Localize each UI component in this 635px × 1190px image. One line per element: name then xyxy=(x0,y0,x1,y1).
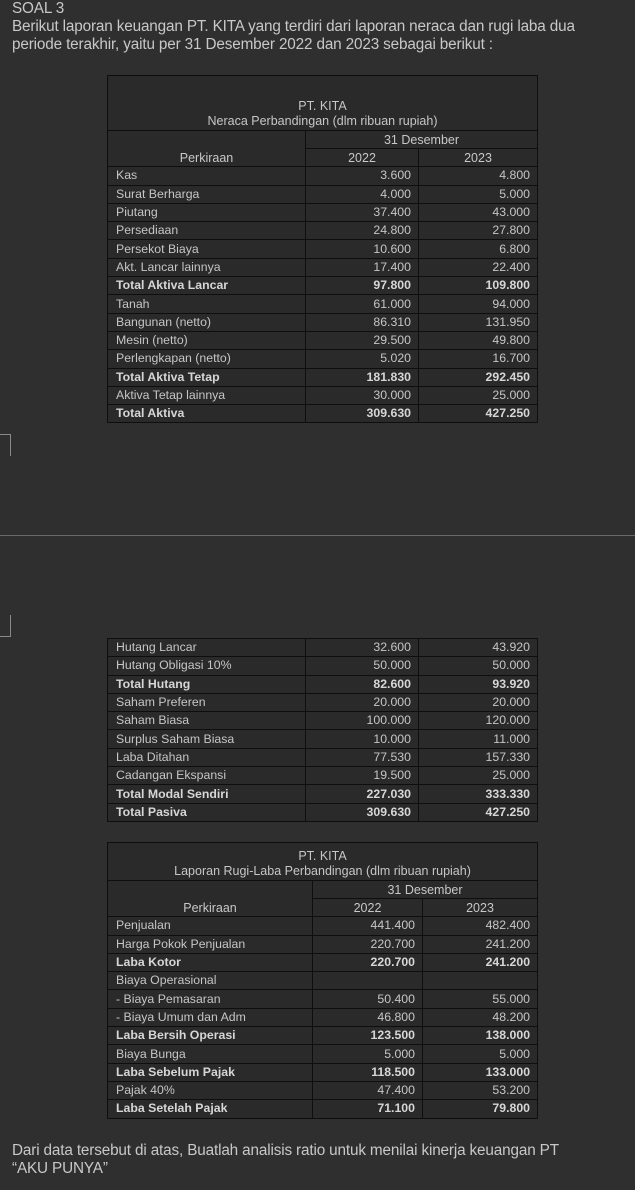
value-2023: 5.000 xyxy=(423,1045,538,1063)
value-2022: 86.310 xyxy=(306,313,419,331)
value-2023: 120.000 xyxy=(419,712,538,730)
total-row xyxy=(108,803,538,821)
value-2022: 20.000 xyxy=(306,693,419,711)
value-2022: 37.400 xyxy=(306,203,419,221)
value-2022: 17.400 xyxy=(306,258,419,276)
total-row xyxy=(108,405,538,423)
table-row xyxy=(108,730,538,748)
value-2023: 79.800 xyxy=(423,1100,538,1118)
table-row xyxy=(108,693,538,711)
value-2022: 309.630 xyxy=(306,803,419,821)
row-label: Saham Biasa xyxy=(108,712,306,730)
intro-line-1: Berikut laporan keuangan PT. KITA yang terdiri dari laporan neraca dan rugi laba dua xyxy=(12,18,575,35)
value-2023: 50.000 xyxy=(419,657,538,675)
table-row xyxy=(108,1081,538,1099)
value-2022: 50.000 xyxy=(306,657,419,675)
value-2022: 309.630 xyxy=(306,405,419,423)
row-label: Laba Sebelum Pajak xyxy=(108,1063,313,1081)
column-header-2022: 2022 xyxy=(313,899,423,917)
page-break-divider xyxy=(0,535,635,536)
row-label: Laba Bersih Operasi xyxy=(108,1027,313,1045)
value-2023: 131.950 xyxy=(419,313,538,331)
row-label: Persekot Biaya xyxy=(108,240,306,258)
row-label: Total Hutang xyxy=(108,675,306,693)
row-label: Kas xyxy=(108,167,306,185)
question-intro xyxy=(12,0,635,54)
value-2022: 82.600 xyxy=(306,675,419,693)
value-2023: 6.800 xyxy=(419,240,538,258)
total-row xyxy=(108,368,538,386)
value-2022: 47.400 xyxy=(313,1081,423,1099)
column-header-perkiraan: Perkiraan xyxy=(108,881,313,917)
total-row xyxy=(108,1063,538,1081)
row-label: Surplus Saham Biasa xyxy=(108,730,306,748)
row-label: Harga Pokok Penjualan xyxy=(108,935,313,953)
value-2022: 5.000 xyxy=(313,1045,423,1063)
value-2023: 93.920 xyxy=(419,675,538,693)
column-header-2022: 2022 xyxy=(306,149,419,167)
table-row xyxy=(108,1008,538,1026)
row-label: - Biaya Umum dan Adm xyxy=(108,1008,313,1026)
value-2022: 97.800 xyxy=(306,277,419,295)
row-label: Saham Preferen xyxy=(108,693,306,711)
table-row xyxy=(108,386,538,404)
row-label: - Biaya Pemasaran xyxy=(108,990,313,1008)
row-label: Biaya Operasional xyxy=(108,972,313,990)
table-row xyxy=(108,222,538,240)
row-label: Persediaan xyxy=(108,222,306,240)
page-crop-mark-bottom xyxy=(0,615,11,637)
value-2023: 292.450 xyxy=(419,368,538,386)
value-2022: 30.000 xyxy=(306,386,419,404)
page-crop-mark-top xyxy=(0,434,11,456)
value-2023: 427.250 xyxy=(419,803,538,821)
column-header-2023: 2023 xyxy=(419,149,538,167)
value-2023: 43.000 xyxy=(419,203,538,221)
row-label: Penjualan xyxy=(108,917,313,935)
value-2022: 29.500 xyxy=(306,331,419,349)
question-instruction xyxy=(12,1142,559,1178)
row-label: Piutang xyxy=(108,203,306,221)
value-2022: 10.000 xyxy=(306,730,419,748)
value-2023: 25.000 xyxy=(419,767,538,785)
table-row xyxy=(108,767,538,785)
table-row xyxy=(108,185,538,203)
instruction-line-2: “AKU PUNYA” xyxy=(12,1160,108,1177)
row-label: Laba Setelah Pajak xyxy=(108,1100,313,1118)
value-2022: 3.600 xyxy=(306,167,419,185)
value-2023: 48.200 xyxy=(423,1008,538,1026)
value-2023: 43.920 xyxy=(419,639,538,657)
table-row xyxy=(108,350,538,368)
value-2023: 109.800 xyxy=(419,277,538,295)
value-2023: 20.000 xyxy=(419,693,538,711)
column-header-period: 31 Desember xyxy=(313,881,538,899)
total-row xyxy=(108,277,538,295)
value-2023: 482.400 xyxy=(423,917,538,935)
row-label: Aktiva Tetap lainnya xyxy=(108,386,306,404)
value-2022: 118.500 xyxy=(313,1063,423,1081)
value-2022: 5.020 xyxy=(306,350,419,368)
row-label: Total Aktiva Tetap xyxy=(108,368,306,386)
value-2022: 123.500 xyxy=(313,1027,423,1045)
table-row xyxy=(108,657,538,675)
row-label: Pajak 40% xyxy=(108,1081,313,1099)
row-label: Perlengkapan (netto) xyxy=(108,350,306,368)
table-row xyxy=(108,295,538,313)
table-row xyxy=(108,990,538,1008)
value-2022: 220.700 xyxy=(313,935,423,953)
value-2023: 55.000 xyxy=(423,990,538,1008)
total-row xyxy=(108,953,538,971)
table-row xyxy=(108,1045,538,1063)
column-header-perkiraan: Perkiraan xyxy=(108,131,306,167)
value-2023: 4.800 xyxy=(419,167,538,185)
value-2022 xyxy=(313,972,423,990)
row-label: Hutang Lancar xyxy=(108,639,306,657)
row-label: Total Pasiva xyxy=(108,803,306,821)
row-label: Hutang Obligasi 10% xyxy=(108,657,306,675)
row-label: Cadangan Ekspansi xyxy=(108,767,306,785)
row-label: Biaya Bunga xyxy=(108,1045,313,1063)
table-row xyxy=(108,167,538,185)
table-row xyxy=(108,935,538,953)
row-label: Mesin (netto) xyxy=(108,331,306,349)
value-2023: 11.000 xyxy=(419,730,538,748)
value-2023: 133.000 xyxy=(423,1063,538,1081)
value-2022: 61.000 xyxy=(306,295,419,313)
instruction-line-1: Dari data tersebut di atas, Buatlah analisis ratio untuk menilai kinerja keuangan PT xyxy=(12,1142,559,1159)
value-2022: 46.800 xyxy=(313,1008,423,1026)
value-2023: 94.000 xyxy=(419,295,538,313)
row-label: Surat Berharga xyxy=(108,185,306,203)
value-2022: 50.400 xyxy=(313,990,423,1008)
row-label: Total Aktiva Lancar xyxy=(108,277,306,295)
table-row xyxy=(108,203,538,221)
value-2022: 441.400 xyxy=(313,917,423,935)
question-title: SOAL 3 xyxy=(12,0,65,17)
table-row xyxy=(108,712,538,730)
balance-sheet-assets-table xyxy=(107,75,538,423)
value-2023: 241.200 xyxy=(423,953,538,971)
report-subtitle: Laporan Rugi-Laba Perbandingan (dlm ribuan rupiah) xyxy=(174,864,471,878)
row-label: Tanah xyxy=(108,295,306,313)
value-2023: 22.400 xyxy=(419,258,538,276)
row-label: Bangunan (netto) xyxy=(108,313,306,331)
value-2022: 19.500 xyxy=(306,767,419,785)
value-2022: 4.000 xyxy=(306,185,419,203)
intro-line-2: periode terakhir, yaitu per 31 Desember 2022 dan 2023 sebagai berikut : xyxy=(12,36,493,53)
value-2023: 27.800 xyxy=(419,222,538,240)
total-row xyxy=(108,675,538,693)
table-row xyxy=(108,917,538,935)
table-header-title xyxy=(108,843,538,881)
value-2022: 71.100 xyxy=(313,1100,423,1118)
table-row xyxy=(108,639,538,657)
value-2023: 241.200 xyxy=(423,935,538,953)
value-2022: 24.800 xyxy=(306,222,419,240)
row-label: Akt. Lancar lainnya xyxy=(108,258,306,276)
value-2022: 77.530 xyxy=(306,748,419,766)
value-2022: 181.830 xyxy=(306,368,419,386)
table-row xyxy=(108,258,538,276)
table-row xyxy=(108,240,538,258)
value-2022: 227.030 xyxy=(306,785,419,803)
value-2022: 10.600 xyxy=(306,240,419,258)
value-2023: 49.800 xyxy=(419,331,538,349)
balance-sheet-liabilities-table xyxy=(107,638,538,822)
table-row xyxy=(108,972,538,990)
value-2023: 16.700 xyxy=(419,350,538,368)
value-2023: 157.330 xyxy=(419,748,538,766)
total-row xyxy=(108,1027,538,1045)
value-2023: 333.330 xyxy=(419,785,538,803)
total-row xyxy=(108,1100,538,1118)
column-header-period: 31 Desember xyxy=(306,131,538,149)
table-row xyxy=(108,331,538,349)
value-2022: 100.000 xyxy=(306,712,419,730)
row-label: Total Modal Sendiri xyxy=(108,785,306,803)
table-header-title xyxy=(108,76,538,131)
report-subtitle: Neraca Perbandingan (dlm ribuan rupiah) xyxy=(207,114,438,128)
value-2023 xyxy=(423,972,538,990)
table-row xyxy=(108,748,538,766)
table-row xyxy=(108,313,538,331)
value-2023: 427.250 xyxy=(419,405,538,423)
income-statement-table xyxy=(107,842,538,1119)
value-2022: 32.600 xyxy=(306,639,419,657)
value-2023: 5.000 xyxy=(419,185,538,203)
row-label: Total Aktiva xyxy=(108,405,306,423)
total-row xyxy=(108,785,538,803)
company-name: PT. KITA xyxy=(298,849,347,863)
value-2022: 220.700 xyxy=(313,953,423,971)
company-name: PT. KITA xyxy=(298,99,347,113)
value-2023: 138.000 xyxy=(423,1027,538,1045)
row-label: Laba Kotor xyxy=(108,953,313,971)
value-2023: 53.200 xyxy=(423,1081,538,1099)
column-header-2023: 2023 xyxy=(423,899,538,917)
value-2023: 25.000 xyxy=(419,386,538,404)
row-label: Laba Ditahan xyxy=(108,748,306,766)
